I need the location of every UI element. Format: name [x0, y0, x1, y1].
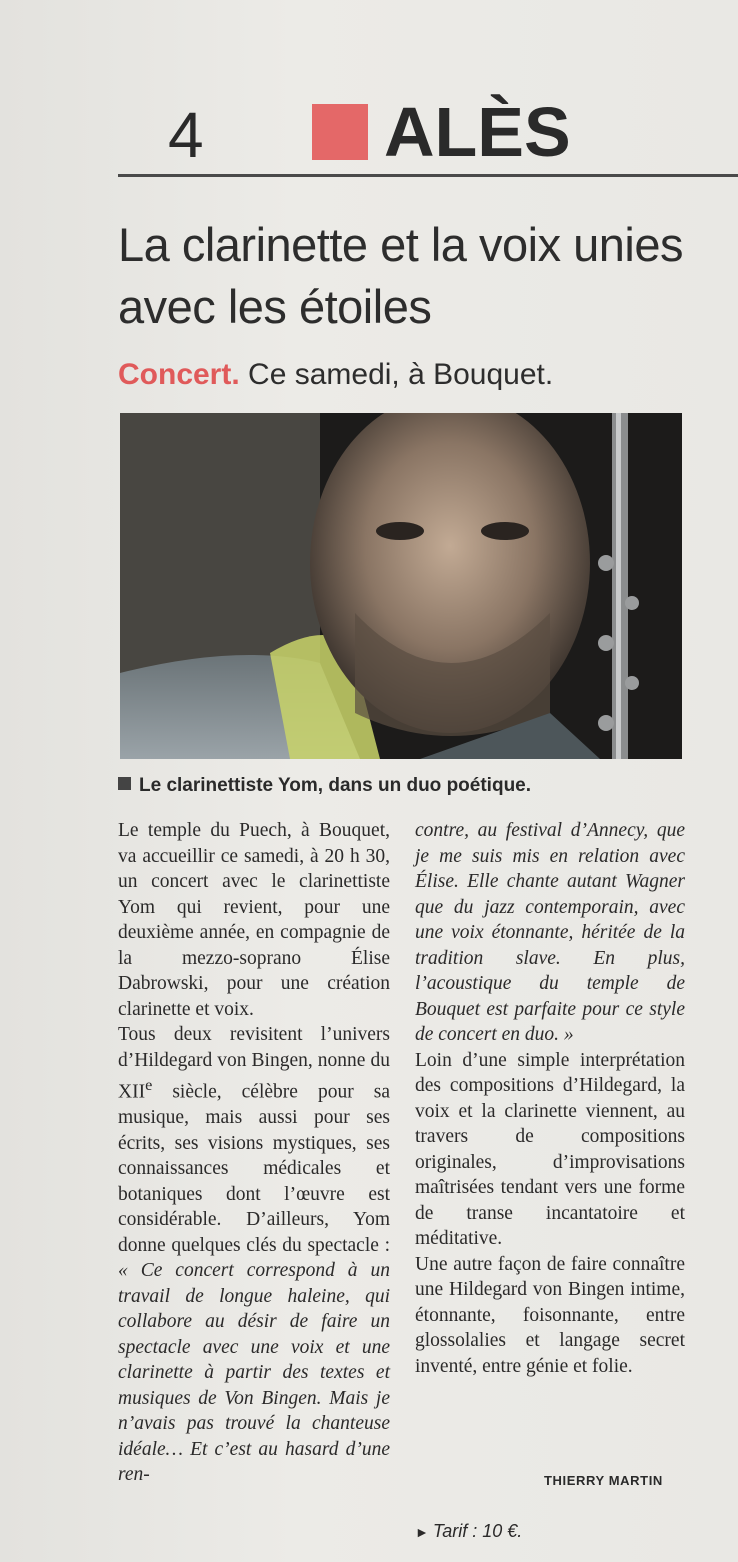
superscript: e: [145, 1076, 153, 1094]
article-paragraph: Le temple du Puech, à Bouquet, va accueillir ce samedi, à 20 h 30, un concert avec le clarinettiste Yom qui revient, pour une deuxième année, en compagnie de la mezzo-soprano Élise Dabrowski, pour une création clarinette et voix.: [118, 820, 390, 1020]
header-rule: [118, 174, 738, 177]
caption-text: Le clarinettiste Yom, dans un duo poétique.: [139, 775, 532, 796]
tarif-line: [415, 1519, 522, 1544]
article-paragraph: Loin d’une simple interprétation des compositions d’Hildegard, la voix et la clarinette viennent, au travers de compositions originales, d’improvisations maîtrisées tendant vers une forme de transe incantatoire et méditative.: [415, 1049, 685, 1249]
kicker-text: Ce samedi, à Bouquet.: [239, 358, 554, 391]
quote-text: « Ce concert correspond à un travail de longue haleine, qui collabore au désir de faire un spectacle avec une voix et une clarinette à partir des textes et musiques de Von Bingen. Mais je n’avais pas trouvé la chanteuse idéale… Et c’est au hasard d’une ren-: [118, 1260, 390, 1485]
photo-illustration: [120, 413, 682, 759]
kicker-tag: Concert.: [118, 358, 240, 391]
author-byline: THIERRY MARTIN: [544, 1473, 663, 1488]
article-column-1: [118, 818, 390, 1488]
paragraph-text: siècle, célèbre pour sa musique, mais aussi pour ses écrits, ses visions mystiques, ses connaissances médicales et botaniques dont l’œuvre est considérable. D’ailleurs, Yom donne quelques clés du spectacle :: [118, 1081, 390, 1256]
caption-square-icon: [118, 777, 131, 790]
article-paragraph: [118, 1022, 390, 1488]
article-kicker: [118, 354, 553, 396]
article-headline: La clarinette et la voix unies avec les étoiles: [118, 218, 683, 333]
tarif-text: Tarif : 10 €.: [432, 1521, 523, 1541]
section-marker-square: [312, 104, 368, 160]
article-photo: [120, 413, 682, 759]
quote-continuation: contre, au festival d’Annecy, que je me suis mis en relation avec Élise. Elle chante autant Wagner que du jazz contemporain, avec une voix étonnante, héritée de la tradition slave. En plus, l’acoustique du temple de Bouquet est parfaite pour ce style de concert en duo. »: [415, 820, 685, 1045]
photo-caption: [118, 773, 531, 799]
arrow-icon: ►: [415, 1524, 429, 1540]
page-number: 4: [168, 99, 204, 171]
article-paragraph: Une autre façon de faire connaître une Hildegard von Bingen intime, étonnante, foisonnante, entre glossolalies et langage secret inventé, entre génie et folie.: [415, 1253, 685, 1377]
article-column-2: [415, 818, 685, 1379]
section-title: ALÈS: [384, 93, 571, 171]
paragraph-text: Tous deux revisitent l’univers d’Hildegard von Bingen, nonne du XII: [118, 1024, 390, 1103]
